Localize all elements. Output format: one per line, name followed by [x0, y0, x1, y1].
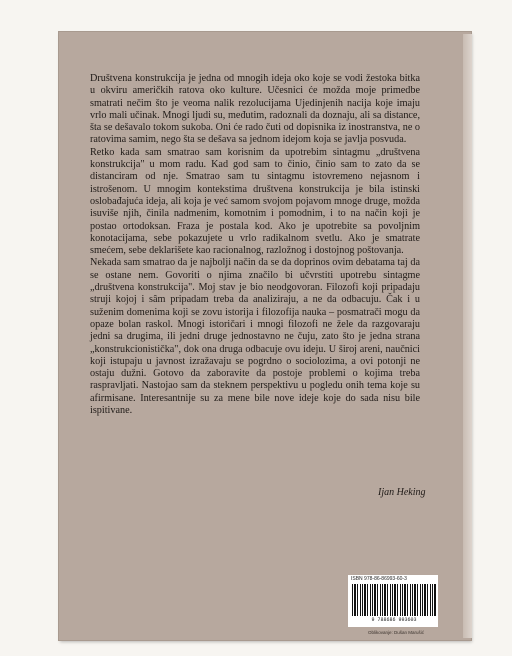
author-signature: Ijan Heking: [378, 487, 426, 498]
blurb-text: [90, 73, 420, 417]
barcode-digits: 9 788686 993603: [371, 617, 417, 623]
designer-credit: Oblikovanje: Dušan Marušić: [367, 630, 425, 635]
barcode-icon: [352, 584, 436, 616]
paragraph-1: Društvena konstrukcija je jedna od mnogih ideja oko koje se vodi žestoka bitka u okviru američkih ratova oko kulture. Učesnici će možda moje primedbe smatrati nečim što je veoma nalik rezolucijama Ujedinjenih nacija koje imaju vrlo mali učinak. Mnogi ljudi su, međutim, radoznali da doznaju, ali sa distance, šta se dešavalo tokom sukoba. Oni će rado čuti od dopisnika iz inostranstva, ne o ratovima samim, nego šta se dešava sa jednom idejom koja se javlja posvuda.: [90, 73, 420, 146]
isbn-text: ISBN 978-86-86993-60-3: [351, 576, 407, 582]
cover-spine-edge: [463, 34, 472, 638]
paragraph-2: Retko kada sam smatrao sam korisnim da upotrebim sintagmu „društvena konstrukcija" u mom radu. Kad god sam to činio, činio sam to zato da se distanciram od nje. Smatrao sam tu sintagmu istovremeno nejasnom i istrošenom. U mnogim kontekstima društvena konstrukcija je bila istinski oslobađajuća ideja, ali koja je već samom svojom pojavom mnoge druge, možda isuviše njih, činila nadmenim, komotnim i pomodnim, i to na način koji je postao ortodoksan. Fraza je postala kod. Ako je upotrebite sa povoljnim konotacijama, sebe pokazujete u vrlo radikalnom svetlu. Ako je smatrate smećem, sebe deklarišete kao racionalnog, razložnog i dostojnog poštovanja.: [90, 146, 420, 257]
paragraph-3: Nekada sam smatrao da je najbolji način da se da doprinos ovim debatama taj da se ostane nem. Govoriti o njima značilo bi učvrstiti upotrebu sintagme „društvena konstrukcija". Moj stav je bio neodgovoran. Filozofi koji pripadaju struji kojoj i sâm pripadam treba da analiziraju, a ne da odbacuju. Čak i u suženim domenima koji se zovu istorija i filozofija nauka – posmatrači mogu da opaze bolan raskol. Mnogi istoričari i mnogi filozofi ne žele da razgovaraju jedni sa drugima, ili jedni druge jednostavno ne čuju, zato što je jedna strana „konstrukcionistička", dok ona druga odbacuje ovu ideju. U široj areni, naučnici koji istupaju u javnost izražavaju se pogrdno o sociolozima, a ovi potonji ne ostaju dužni. Gotovo da zaboravite da postoje problemi o kojima treba raspravljati. Nastojao sam da steknem perspektivu u pogledu onih tema koje su afirmisane. Interesantnije su za mene bile nove ideje koje do sada nisu bile ispitivane.: [90, 257, 420, 417]
